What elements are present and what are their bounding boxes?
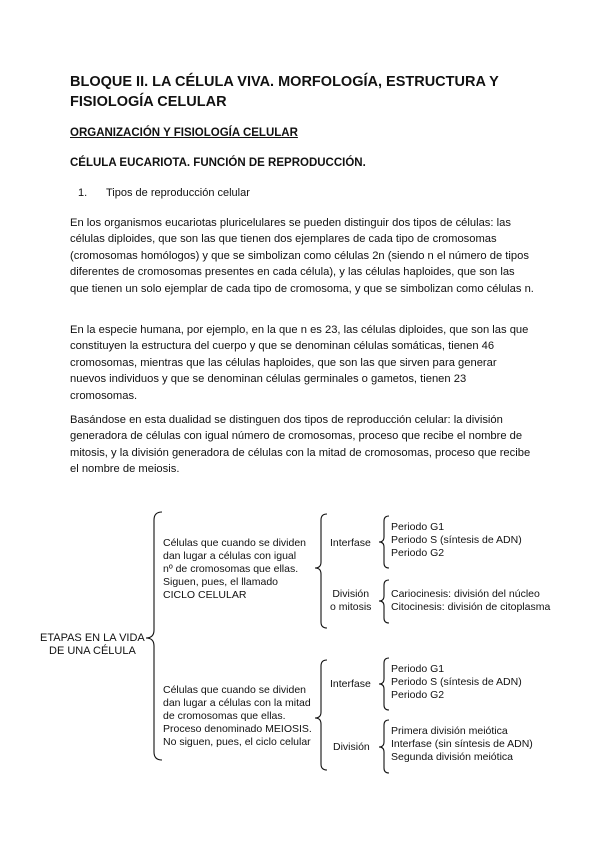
- b1-interfase-brace: [379, 516, 389, 568]
- page-title: [70, 72, 540, 112]
- b2-interfase-item: Periodo G2: [391, 689, 445, 701]
- b1-division-label: [330, 588, 371, 614]
- b1-division-line: o mitosis: [330, 601, 372, 613]
- b2-division-brace: [379, 720, 389, 773]
- root-label: [40, 632, 145, 658]
- branch1-brace: [315, 514, 327, 628]
- branch1-label: [163, 537, 306, 602]
- branch2-line: de cromosomas que ellas.: [163, 710, 286, 722]
- paragraph-2: En la especie humana, por ejemplo, en la que n es 23, las células diploides, que son las que constituyen la estructura del cuerpo y que se denominan células somáticas, tienen 46 cromosomas, mientras que las células haploides, que son las que sirven para generar nuevos individuos y que se denominan células germinales o gametos, tienen 23 cromosomas.: [70, 324, 529, 402]
- b1-division-item: Cariocinesis: división del núcleo: [391, 588, 540, 600]
- b2-division-item: Primera división meiótica: [391, 725, 508, 737]
- title-line-2: FISIOLOGÍA CELULAR: [70, 94, 227, 110]
- cell-life-stages-diagram: [0, 500, 600, 800]
- b2-division-item: Interfase (sin síntesis de ADN): [391, 738, 533, 750]
- b2-interfase-brace: [379, 658, 389, 710]
- b2-interfase-item: Periodo S (síntesis de ADN): [391, 676, 522, 688]
- branch2-line: dan lugar a células con la mitad: [163, 697, 311, 709]
- b2-division-label: División: [333, 741, 370, 753]
- b2-interfase-item: Periodo G1: [391, 663, 445, 675]
- b1-division-brace: [379, 580, 389, 623]
- list-item: [78, 187, 250, 199]
- b1-interfase-item: Periodo G2: [391, 547, 445, 559]
- b1-division-items: [391, 588, 550, 614]
- title-line-1: BLOQUE II. LA CÉLULA VIVA. MORFOLOGÍA, ESTRUCTURA Y: [70, 74, 499, 90]
- branch1-line: nº de cromosomas que ellas.: [163, 563, 299, 575]
- root-line: DE UNA CÉLULA: [49, 645, 136, 657]
- b1-division-item: Citocinesis: división de citoplasma: [391, 601, 551, 613]
- branch2-brace: [315, 660, 327, 770]
- subsection-heading: CÉLULA EUCARIOTA. FUNCIÓN DE REPRODUCCIÓN.: [70, 157, 366, 169]
- b2-division-items: [391, 725, 533, 764]
- b2-interfase-label: Interfase: [330, 678, 371, 690]
- b1-division-line: División: [332, 588, 370, 600]
- root-brace: [146, 512, 162, 760]
- b2-division-item: Segunda división meiótica: [391, 751, 513, 763]
- branch2-label: [163, 684, 312, 749]
- paragraph-3: Basándose en esta dualidad se distinguen dos tipos de reproducción celular: la división generadora de células con igual número de cromosomas, proceso que recibe el nombre de mitosis, y la división generadora de células con la mitad de cromosomas, proceso que recibe el nombre de meiosis.: [70, 414, 531, 476]
- paragraph-1: En los organismos eucariotas pluricelulares se pueden distinguir dos tipos de células: las células diploides, que son las que tienen dos ejemplares de cada tipo de cromosomas (cromosomas homólogos) y que se simbolizan como células 2n (siendo n el número de tipos diferentes de cromosomas presentes en cada célula), y las células haploides, que son las que tienen un solo ejemplar de cada tipo de cromosoma, y que se simbolizan como células n.: [70, 217, 534, 295]
- branch1-line: Siguen, pues, el llamado: [163, 576, 278, 588]
- b1-interfase-label: Interfase: [330, 537, 371, 549]
- branch2-line: Células que cuando se dividen: [163, 684, 307, 696]
- section-heading: ORGANIZACIÓN Y FISIOLOGÍA CELULAR: [70, 127, 298, 139]
- b1-interfase-item: Periodo S (síntesis de ADN): [391, 534, 522, 546]
- branch1-line: Células que cuando se dividen: [163, 537, 307, 549]
- branch2-line: No siguen, pues, el ciclo celular: [163, 736, 311, 748]
- branch1-line: dan lugar a células con igual: [163, 550, 297, 562]
- branch1-line: CICLO CELULAR: [163, 589, 247, 601]
- list-label: Tipos de reproducción celular: [106, 187, 250, 199]
- b1-interfase-item: Periodo G1: [391, 521, 445, 533]
- b1-interfase-items: [391, 521, 522, 560]
- branch2-line: Proceso denominado MEIOSIS.: [163, 723, 312, 735]
- root-line: ETAPAS EN LA VIDA: [40, 632, 145, 644]
- b2-interfase-items: [391, 663, 522, 702]
- list-number: 1.: [78, 187, 88, 199]
